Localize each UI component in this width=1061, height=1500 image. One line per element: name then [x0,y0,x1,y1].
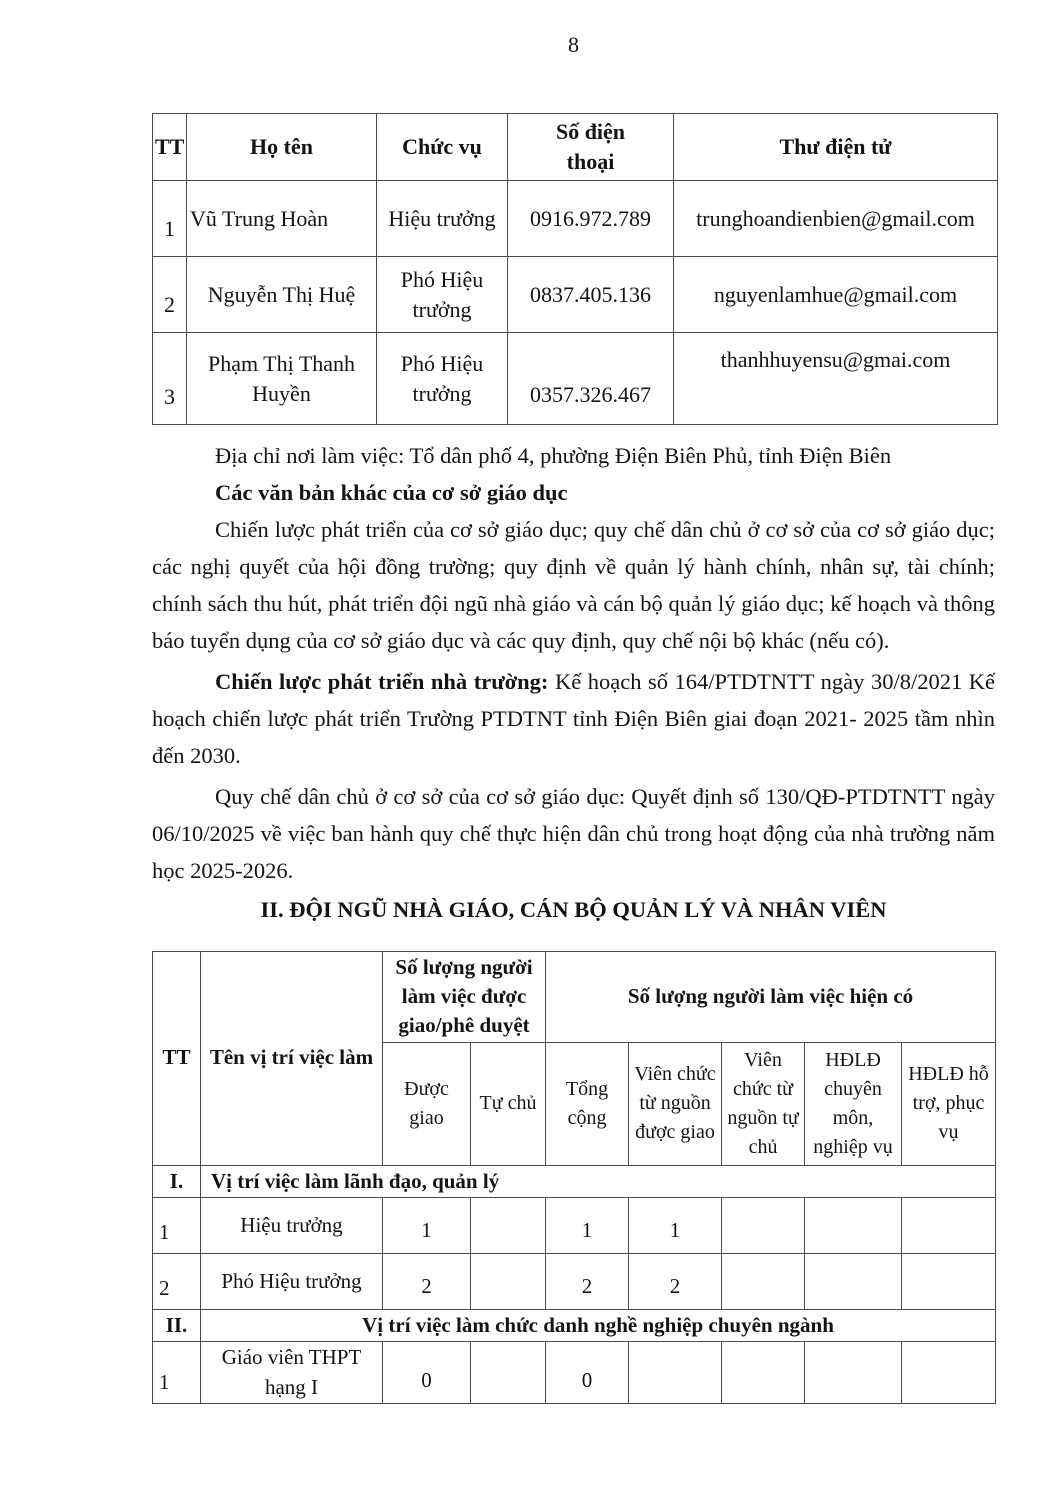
staff-section-number: II. [153,1310,201,1342]
staff-cell-position-name: Giáo viên THPT hạng I [201,1342,383,1404]
staff-section-number: I. [153,1165,201,1197]
staff-header-civil-servant-assigned: Viên chức từ nguồn được giao [629,1042,722,1165]
contact-header-tt: TT [153,114,187,181]
contact-cell-tt: 1 [153,181,187,257]
contact-cell-email: nguyenlamhue@gmail.com [674,257,998,333]
staff-header-assigned: Được giao [383,1042,471,1165]
section-2-title: II. ĐỘI NGŨ NHÀ GIÁO, CÁN BỘ QUẢN LÝ VÀ NHÂN VIÊN [260,897,887,922]
staff-header-civil-servant-autonomous: Viên chức từ nguồn tự chủ [722,1042,805,1165]
staff-cell-civil-servant-autonomous [722,1342,805,1404]
staff-cell-civil-servant-autonomous [722,1254,805,1310]
contact-cell-position: Phó Hiệu trưởng [377,333,508,425]
contact-cell-phone: 0916.972.789 [508,181,674,257]
staff-header-current-group: Số lượng người làm việc hiện có [546,951,996,1042]
staff-header-total: Tổng cộng [546,1042,629,1165]
contact-cell-name: Nguyễn Thị Huệ [187,257,377,333]
contact-cell-position: Hiệu trưởng [377,181,508,257]
staff-header-tt: TT [153,951,201,1165]
table-row [153,1342,996,1404]
staff-table [152,951,996,1405]
contact-cell-email: trunghoandienbien@gmail.com [674,181,998,257]
staff-cell-contract-professional [805,1254,902,1310]
staff-cell-total: 1 [546,1198,629,1254]
staff-cell-contract-support [902,1342,996,1404]
staff-cell-contract-professional [805,1198,902,1254]
strategy-paragraph-body: Kế hoạch số 164/PTDTNTT ngày 30/8/2021 Kế hoạch chiến lược phát triển Trường PTDTNT tỉnh Điện Biên giai đoạn 2021- 2025 tầm nhìn đến 2030. [152,669,995,768]
contact-cell-name: Phạm Thị Thanh Huyền [187,333,377,425]
staff-header-position-name: Tên vị trí việc làm [201,951,383,1165]
staff-cell-civil-servant-assigned [629,1342,722,1404]
staff-cell-civil-servant-autonomous [722,1198,805,1254]
other-documents-heading: Các văn bản khác của cơ sở giáo dục [215,480,568,505]
staff-cell-autonomous [471,1342,546,1404]
staff-cell-total: 2 [546,1254,629,1310]
table-row [153,257,998,333]
page-content [152,113,995,1404]
staff-cell-tt: 2 [153,1254,201,1310]
staff-section-row [153,1310,996,1342]
other-documents-paragraph: Chiến lược phát triển của cơ sở giáo dục; quy chế dân chủ ở cơ sở của cơ sở giáo dục; các nghị quyết của hội đồng trường; quy định về quản lý hành chính, nhân sự, tài chính; chính sách thu hút, phát triển đội ngũ nhà giáo và cán bộ quản lý giáo dục; kế hoạch và thông báo tuyển dụng của cơ sở giáo dục và các quy định, quy chế nội bộ khác (nếu có). [152,517,995,653]
staff-cell-assigned: 2 [383,1254,471,1310]
staff-cell-tt: 1 [153,1342,201,1404]
contact-cell-tt: 3 [153,333,187,425]
table-row [153,333,998,425]
staff-cell-civil-servant-assigned: 1 [629,1198,722,1254]
staff-cell-autonomous [471,1254,546,1310]
contact-cell-position: Phó Hiệu trưởng [377,257,508,333]
staff-cell-contract-support [902,1198,996,1254]
table-row [153,1254,996,1310]
page-number: 8 [568,32,579,57]
contact-table-header-row [153,114,998,181]
contact-header-email: Thư điện tử [674,114,998,181]
staff-cell-position-name: Hiệu trưởng [201,1198,383,1254]
work-address-line: Địa chỉ nơi làm việc: Tổ dân phố 4, phường Điện Biên Phủ, tỉnh Điện Biên [215,443,892,468]
staff-table-group-header-row [153,951,996,1042]
contact-header-position: Chức vụ [377,114,508,181]
strategy-paragraph-lead: Chiến lược phát triển nhà trường: [215,669,549,694]
democracy-paragraph: Quy chế dân chủ ở cơ sở của cơ sở giáo dục: Quyết định số 130/QĐ-PTDTNTT ngày 06/10/2025 về việc ban hành quy chế thực hiện dân chủ trong hoạt động của nhà trường năm học 2025-2026. [152,784,995,883]
contact-cell-name: Vũ Trung Hoàn [187,181,377,257]
staff-header-contract-support: HĐLĐ hỗ trợ, phục vụ [902,1042,996,1165]
contact-cell-email: thanhhuyensu@gmai.com [674,333,998,425]
staff-section-row [153,1165,996,1197]
staff-section-label: Vị trí việc làm lãnh đạo, quản lý [201,1165,996,1197]
staff-header-assigned-group: Số lượng người làm việc được giao/phê duyệt [383,951,546,1042]
staff-cell-contract-professional [805,1342,902,1404]
table-row [153,181,998,257]
table-row [153,1198,996,1254]
staff-cell-civil-servant-assigned: 2 [629,1254,722,1310]
contact-cell-phone: 0357.326.467 [508,333,674,425]
staff-cell-tt: 1 [153,1198,201,1254]
contact-cell-phone: 0837.405.136 [508,257,674,333]
strategy-paragraph [152,663,995,774]
staff-section-label: Vị trí việc làm chức danh nghề nghiệp chuyên ngành [201,1310,996,1342]
contact-table [152,113,998,425]
contact-header-phone: Số điện thoại [508,114,674,181]
contact-header-name: Họ tên [187,114,377,181]
contact-cell-tt: 2 [153,257,187,333]
staff-cell-contract-support [902,1254,996,1310]
staff-cell-assigned: 1 [383,1198,471,1254]
staff-header-autonomous: Tự chủ [471,1042,546,1165]
staff-cell-autonomous [471,1198,546,1254]
staff-cell-position-name: Phó Hiệu trưởng [201,1254,383,1310]
staff-cell-assigned: 0 [383,1342,471,1404]
staff-header-contract-professional: HĐLĐ chuyên môn, nghiệp vụ [805,1042,902,1165]
staff-cell-total: 0 [546,1342,629,1404]
